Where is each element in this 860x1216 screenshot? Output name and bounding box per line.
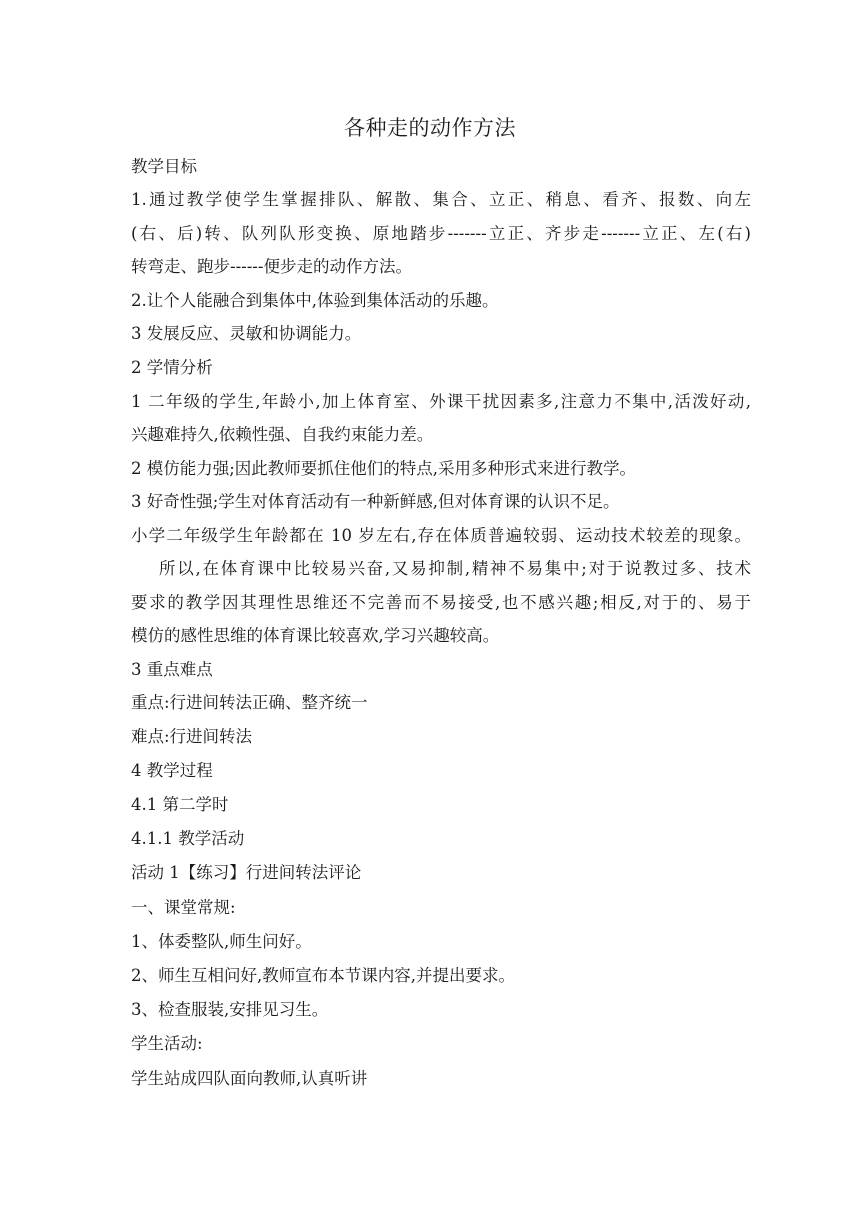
paragraph-line: 兴趣难持久,依赖性强、自我约束能力差。: [131, 425, 434, 444]
paragraph-line: 3、检查服装,安排见习生。: [131, 1000, 329, 1019]
paragraph-line: 学生活动:: [131, 1034, 203, 1053]
paragraph-line: 1 二年级的学生,年龄小,加上体育室、外课干扰因素多,注意力不集中,活泼好动,: [131, 392, 751, 411]
heading-student-analysis: 2 学情分析: [131, 358, 213, 377]
heading-activity-1: 活动 1【练习】行进间转法评论: [131, 863, 362, 882]
paragraph-line: 小学二年级学生年龄都在 10 岁左右,存在体质普遍较弱、运动技术较差的现象。: [131, 526, 751, 545]
heading-teaching-activity: 4.1.1 教学活动: [131, 829, 245, 848]
heading-teaching-goals: 教学目标: [131, 157, 197, 176]
heading-second-lesson: 4.1 第二学时: [131, 795, 229, 814]
paragraph-line: 模仿的感性思维的体育课比较喜欢,学习兴趣较高。: [131, 626, 500, 645]
paragraph-line: 难点:行进间转法: [131, 727, 253, 746]
paragraph-line: 1、体委整队,师生问好。: [131, 932, 312, 951]
paragraph-line: 学生站成四队面向教师,认真听讲: [131, 1069, 368, 1088]
paragraph-line: 要求的教学因其理性思维还不完善而不易接受,也不感兴趣;相反,对于的、易于: [131, 593, 751, 612]
document-title: 各种走的动作方法: [344, 116, 516, 140]
paragraph-line: 2 模仿能力强;因此教师要抓住他们的特点,采用多种形式来进行教学。: [131, 459, 637, 478]
paragraph-line: 1.通过教学使学生掌握排队、解散、集合、立正、稍息、看齐、报数、向左: [131, 190, 751, 209]
paragraph-line: 转弯走、跑步------便步走的动作方法。: [131, 257, 412, 276]
paragraph-line: 2.让个人能融合到集体中,体验到集体活动的乐趣。: [131, 291, 499, 310]
heading-key-points: 3 重点难点: [131, 660, 213, 679]
paragraph-line: 重点:行进间转法正确、整齐统一: [131, 693, 368, 712]
paragraph-line: 一、课堂常规:: [131, 898, 236, 917]
paragraph-line: 3 发展反应、灵敏和协调能力。: [131, 324, 362, 343]
paragraph-line: 所以,在体育课中比较易兴奋,又易抑制,精神不易集中;对于说教过多、技术: [159, 559, 751, 578]
heading-teaching-process: 4 教学过程: [131, 761, 213, 780]
paragraph-line: (右、后)转、队列队形变换、原地踏步-------立正、齐步走-------立正、左(右): [131, 224, 751, 243]
paragraph-line: 2、师生互相问好,教师宣布本节课内容,并提出要求。: [131, 966, 515, 985]
paragraph-line: 3 好奇性强;学生对体育活动有一种新鲜感,但对体育课的认识不足。: [131, 492, 620, 511]
